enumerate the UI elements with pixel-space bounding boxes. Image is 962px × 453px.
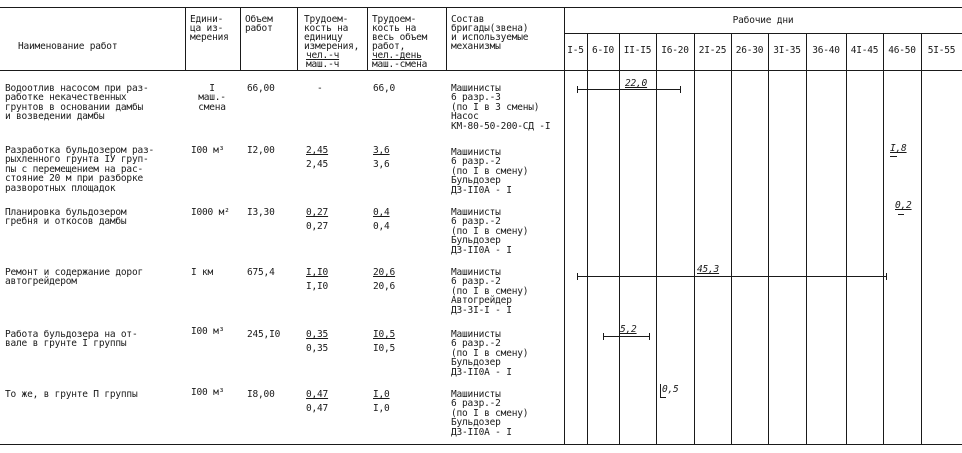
gantt-bar-label: I,8 [890,143,907,154]
col-sep [185,7,186,71]
header-labor-total-4: работ, [372,41,406,52]
day-range-1: I-5 [567,45,584,56]
labor-unit-num: I,I0 [306,267,329,278]
gantt-bar [577,89,680,90]
work-name: Ремонт и содержание дорог автогрейдером [5,267,143,288]
day-col-sep [846,33,847,445]
labor-unit-den: I,I0 [306,281,329,292]
crew-cell: Машинисты 6 разр.-3 (по I в 3 смены) Насос КМ-80-50-200-СД -I [451,83,551,132]
gantt-bar [898,214,904,215]
labor-total-den: 20,6 [373,281,396,292]
day-col-sep [694,33,695,445]
day-col-sep [587,33,588,445]
unit-cell: I00 м³ [191,145,225,156]
bottom-rule [0,444,962,445]
labor-total-num: I0,5 [373,329,396,340]
gantt-bar-start [577,86,578,93]
day-col-sep [883,33,884,445]
gantt-bar-end [886,273,887,280]
unit-cell: I00 м³ [191,326,225,337]
labor-total-den: I0,5 [373,343,396,354]
day-range-5: 2I-25 [698,45,727,56]
labor-unit-den: 0,27 [306,221,329,232]
labor-total-den: 3,6 [373,159,390,170]
col-sep [297,7,298,71]
gantt-bar [660,397,666,398]
volume-cell: I3,30 [247,207,275,218]
gantt-bar-end [649,333,650,340]
crew-cell: Машинисты 6 разр.-2 (по I в смену) Автогрейдер ДЗ-3I-I - I [451,267,529,316]
day-range-11: 5I-55 [927,45,956,56]
day-range-6: 26-30 [735,45,764,56]
gantt-bar-label: 45,3 [697,264,720,275]
labor-total-num: 20,6 [373,267,396,278]
day-col-sep [921,33,922,445]
header-labor-total-den: маш.-смена [372,59,428,70]
unit-cell: I00 м³ [191,387,225,398]
labor-total-num: I,0 [373,389,390,400]
header-work-name: Наименование работ [18,41,118,52]
gantt-bar-start [577,273,578,280]
header-unit: Едини- ца из- мерения [190,14,229,43]
day-range-8: 36-40 [812,45,840,56]
header-labor-total-3: весь объем [372,32,428,43]
work-name: Разработка бульдозером раз- рыхленного грунта IУ груп- пы с перемещением на рас- стояние 20 м при разборке разворотных площадок [5,145,155,194]
header-labor-unit-1: Трудоем- [304,14,349,25]
volume-cell: 245,I0 [247,329,281,340]
day-col-sep [768,33,769,445]
unit-cell: I км [191,267,214,278]
labor-total-den: 0,4 [373,221,390,232]
volume-cell: 66,00 [247,83,275,94]
crew-cell: Машинисты 6 разр.-2 (по I в смену) Бульдозер ДЗ-II0А - I [451,207,529,256]
day-range-7: 3I-35 [773,45,801,56]
labor-unit-num: 0,35 [306,329,329,340]
labor-unit-value: - [317,83,323,94]
volume-cell: I8,00 [247,389,275,400]
gantt-bar-label: 22,0 [625,78,648,89]
work-name: Планировка бульдозером гребня и откосов дамбы [5,207,127,228]
labor-unit-den: 0,35 [306,343,329,354]
day-col-sep [564,7,565,445]
days-subheader-rule [564,33,962,34]
work-name: То же, в грунте П группы [5,389,138,400]
day-range-9: 4I-45 [850,45,879,56]
day-col-sep [806,33,807,445]
day-range-2: 6-I0 [591,45,615,56]
col-sep [367,7,368,71]
gantt-bar-label: 5,2 [620,324,637,335]
crew-cell: Машинисты 6 разр.-2 (по I в смену) Бульдозер ДЗ-II0А - I [451,329,529,378]
labor-total-value: 66,0 [373,83,396,94]
gantt-bar-label: 0,2 [895,200,912,211]
header-volume: Объем работ [245,14,273,34]
day-col-sep [619,33,620,445]
labor-total-den: I,0 [373,403,390,414]
crew-cell: Машинисты 6 разр.-2 (по I в смену) Бульдозер ДЗ-II0А - I [451,389,529,438]
gantt-bar [577,276,887,277]
header-work-days: Рабочие дни [732,15,794,26]
header-bottom-rule [0,70,962,71]
day-col-sep [731,33,732,445]
col-sep [446,7,447,71]
gantt-bar-start [603,333,604,340]
unit-cell: I маш.- смена [198,83,226,113]
day-col-sep [656,33,657,445]
top-rule [0,7,962,8]
header-crew: Состав бригады(звена) и используемые механизмы [451,14,529,52]
crew-cell: Машинисты 6 разр.-2 (по I в смену) Бульдозер ДЗ-II0А - I [451,147,529,196]
day-range-10: 46-50 [888,45,916,56]
header-labor-total-num: чел.-день [372,50,422,61]
gantt-bar-end [680,86,681,93]
col-sep [240,7,241,71]
volume-cell: 675,4 [247,267,275,278]
header-labor-total-2: кость на [372,23,417,34]
work-name: Водоотлив насосом при раз- работке некачественных грунтов в основании дамбы и возведении дамбы [5,83,149,123]
labor-unit-num: 2,45 [306,145,329,156]
day-range-3: II-I5 [623,45,652,56]
work-name: Работа бульдозера на от- вале в грунте I группы [5,329,138,350]
labor-unit-num: 0,27 [306,207,329,218]
labor-unit-den: 2,45 [306,159,329,170]
day-range-4: I6-20 [661,45,689,56]
labor-unit-den: 0,47 [306,403,329,414]
volume-cell: I2,00 [247,145,275,156]
gantt-bar-label: 0,5 [662,384,679,395]
labor-total-num: 0,4 [373,207,390,218]
header-labor-unit-4: измерения, [304,41,360,52]
header-labor-unit-num: чел.-ч [306,50,340,61]
unit-cell: I000 м² [191,207,230,218]
header-labor-unit-2: кость на [304,23,349,34]
gantt-bar [603,336,650,337]
gantt-bar [890,156,897,157]
labor-unit-num: 0,47 [306,389,329,400]
gantt-bar-start [660,384,661,398]
header-labor-unit-den: маш.-ч [306,59,340,70]
header-labor-unit-3: единицу [304,32,343,43]
labor-total-num: 3,6 [373,145,390,156]
header-labor-total-1: Трудоем- [372,14,417,25]
